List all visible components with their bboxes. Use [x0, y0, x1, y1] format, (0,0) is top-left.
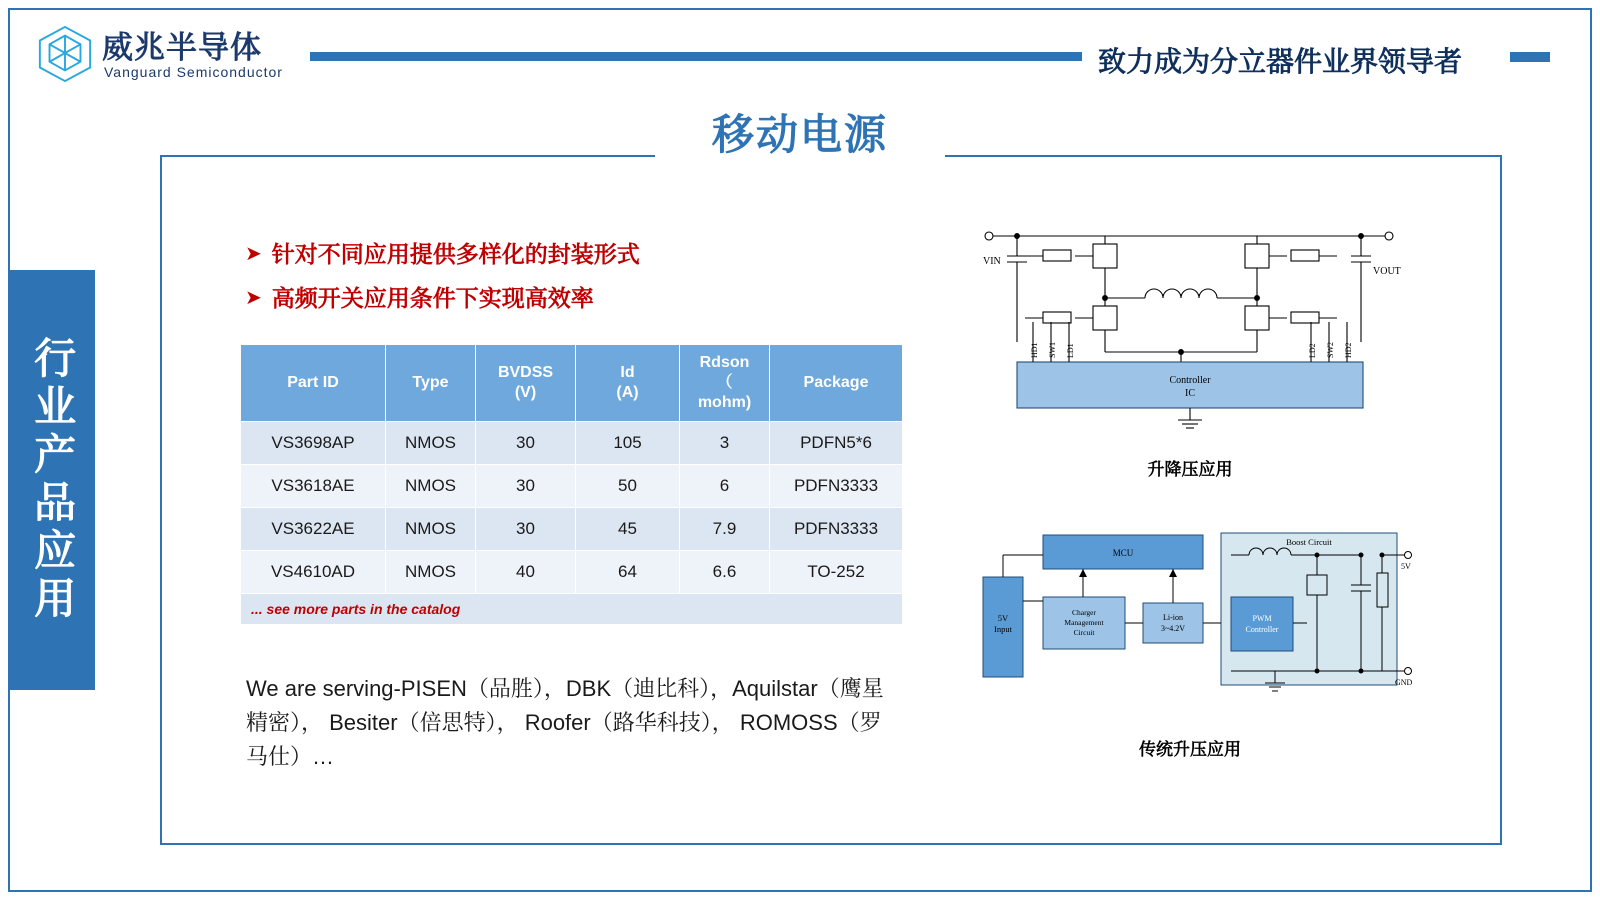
cell-type: NMOS: [386, 551, 476, 594]
cell-id: 45: [576, 508, 680, 551]
column-header-package: Package: [770, 345, 903, 422]
cell-bvdss: 30: [476, 422, 576, 465]
table-row: [241, 551, 903, 594]
table-footnote: ... see more parts in the catalog: [241, 594, 903, 625]
label-charger-l3: Circuit: [1073, 628, 1095, 637]
label-pwm-l2: Controller: [1245, 625, 1279, 634]
label-vout: VOUT: [1373, 266, 1401, 277]
logo-chinese-name: 威兆半导体: [102, 30, 262, 65]
cell-package: PDFN3333: [770, 508, 903, 551]
column-header-part-id: Part ID: [241, 345, 386, 422]
logo-english-name: Vanguard Semiconductor: [104, 64, 283, 80]
table-row: [241, 465, 903, 508]
bullet-list: [245, 240, 865, 328]
label-charger-l2: Management: [1064, 618, 1104, 627]
cell-type: NMOS: [386, 422, 476, 465]
sidebar-section-label: 行业产品应用: [29, 336, 77, 624]
label-pin-sw2: SW2: [1326, 342, 1335, 358]
customers-paragraph: We are serving-PISEN（品胜），DBK（迪比科），Aquilstar（鹰星精密）， Besiter（倍思特）， Roofer（路华科技）， ROMOSS（罗马仕）…: [246, 676, 884, 770]
table-row: [241, 422, 903, 465]
table-footnote-row: [241, 594, 903, 625]
boost-block-diagram: [965, 525, 1415, 715]
list-item: [245, 240, 865, 268]
label-pin-hd1: HD1: [1030, 342, 1039, 358]
label-battery-l2: 3~4.2V: [1160, 624, 1186, 633]
label-pwm-l1: PWM: [1252, 614, 1272, 623]
label-input-line2: Input: [994, 624, 1012, 634]
cell-id: 50: [576, 465, 680, 508]
table-row: [241, 508, 903, 551]
buck-boost-schematic: [965, 222, 1415, 437]
label-controller-line1: Controller: [1169, 375, 1211, 386]
arrow-bullet-icon: ➤: [245, 243, 262, 265]
company-logo: [36, 22, 306, 88]
label-mcu: MCU: [1112, 548, 1134, 558]
bullet-text: 高频开关应用条件下实现高效率: [271, 285, 594, 311]
cell-bvdss: 40: [476, 551, 576, 594]
cell-part-id: VS4610AD: [241, 551, 386, 594]
column-header-rdson: Rdson （ mohm): [680, 345, 770, 422]
cell-part-id: VS3622AE: [241, 508, 386, 551]
label-pin-ld2: LD2: [1308, 343, 1317, 358]
label-vin: VIN: [983, 256, 1001, 267]
cell-package: PDFN5*6: [770, 422, 903, 465]
cell-rdson: 6: [680, 465, 770, 508]
label-out-5v: 5V: [1401, 562, 1411, 571]
cell-part-id: VS3618AE: [241, 465, 386, 508]
column-header-type: Type: [386, 345, 476, 422]
sidebar-section-tab: [10, 270, 95, 690]
cell-bvdss: 30: [476, 508, 576, 551]
cell-package: PDFN3333: [770, 465, 903, 508]
label-boost: Boost Circuit: [1286, 537, 1332, 547]
arrow-bullet-icon: ➤: [245, 287, 262, 309]
cell-bvdss: 30: [476, 465, 576, 508]
column-header-bvdss: BVDSS (V): [476, 345, 576, 422]
parts-table: [240, 344, 903, 625]
label-pin-hd2: HD2: [1344, 342, 1353, 358]
header-dash: [1510, 52, 1550, 62]
label-gnd: GND: [1395, 678, 1413, 687]
label-input-line1: 5V: [997, 613, 1009, 623]
cell-type: NMOS: [386, 465, 476, 508]
label-controller-line2: IC: [1185, 388, 1195, 399]
cell-rdson: 6.6: [680, 551, 770, 594]
schematic1-caption: 升降压应用: [1147, 460, 1233, 479]
cell-package: TO-252: [770, 551, 903, 594]
page-title: 移动电源: [655, 112, 945, 158]
bullet-text: 针对不同应用提供多样化的封装形式: [271, 241, 640, 267]
cell-id: 64: [576, 551, 680, 594]
table-header-row: [241, 345, 903, 422]
cell-rdson: 7.9: [680, 508, 770, 551]
column-header-id: Id (A): [576, 345, 680, 422]
label-pin-ld1: LD1: [1066, 343, 1075, 358]
logo-mark-icon: [36, 24, 94, 84]
header-rule: [310, 52, 1082, 61]
label-charger-l1: Charger: [1071, 608, 1097, 617]
header-slogan: 致力成为分立器件业界领导者: [1098, 46, 1463, 77]
list-item: [245, 284, 865, 312]
cell-id: 105: [576, 422, 680, 465]
cell-type: NMOS: [386, 508, 476, 551]
label-battery-l1: Li-ion: [1163, 613, 1183, 622]
schematic2-caption: 传统升压应用: [1139, 740, 1241, 759]
cell-rdson: 3: [680, 422, 770, 465]
cell-part-id: VS3698AP: [241, 422, 386, 465]
label-pin-sw1: SW1: [1048, 342, 1057, 358]
